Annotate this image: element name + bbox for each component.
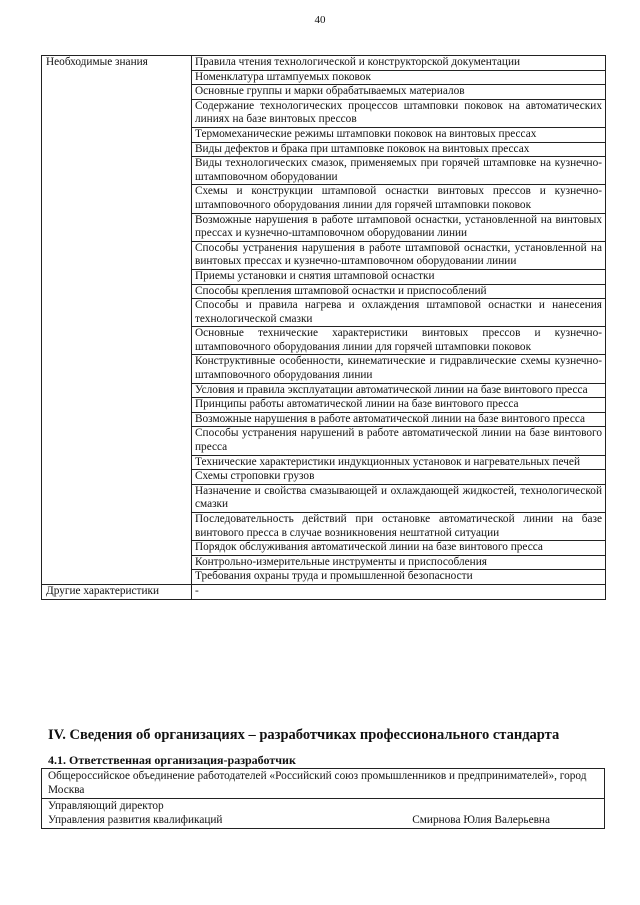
- signatory-position-line1: Управляющий директор: [48, 800, 164, 813]
- knowledge-item: Номенклатура штампуемых поковок: [192, 70, 606, 85]
- knowledge-item: Содержание технологических процессов штамповки поковок на автоматических линиях на базе винтовых прессов: [192, 99, 606, 127]
- knowledge-item: Способы и правила нагрева и охлаждения штамповой оснастки и нанесения технологической смазки: [192, 299, 606, 327]
- knowledge-item: Принципы работы автоматической линии на базе винтового пресса: [192, 398, 606, 413]
- knowledge-item: Схемы строповки грузов: [192, 470, 606, 485]
- other-characteristics-label: Другие характеристики: [42, 584, 192, 599]
- other-characteristics-value: -: [192, 584, 606, 599]
- knowledge-item: Основные технические характеристики винтовых прессов и кузнечно-штамповочного оборудования линии для горячей штамповки поковок: [192, 327, 606, 355]
- table-row: [42, 56, 606, 71]
- knowledge-item: Правила чтения технологической и конструкторской документации: [192, 56, 606, 71]
- knowledge-item: Схемы и конструкции штамповой оснастки винтовых прессов и кузнечно-штамповочного оборудования линии для горячей штамповки поковок: [192, 185, 606, 213]
- knowledge-item: Приемы установки и снятия штамповой оснастки: [192, 269, 606, 284]
- requirements-table: [41, 55, 606, 600]
- knowledge-item: Возможные нарушения в работе штамповой оснастки, установленной на винтовых прессах и кузнечно-штамповочном оборудовании линии: [192, 213, 606, 241]
- knowledge-item: Конструктивные особенности, кинематические и гидравлические схемы кузнечно-штамповочного оборудования линии: [192, 355, 606, 383]
- knowledge-item: Виды дефектов и брака при штамповке поковок на винтовых прессах: [192, 142, 606, 157]
- subsection-title: 4.1. Ответственная организация-разработчик: [48, 753, 296, 767]
- signatory-position-line2: Управления развития квалификаций: [48, 813, 223, 826]
- organization-table: [41, 768, 605, 829]
- requirements-table-body: [42, 56, 606, 600]
- knowledge-item: Способы устранения нарушения в работе штамповой оснастки, установленной на винтовых прессах и кузнечно-штамповочном оборудовании линии: [192, 241, 606, 269]
- signatory-name: Смирнова Юлия Валерьевна: [412, 813, 550, 826]
- knowledge-item: Виды технологических смазок, применяемых при горячей штамповке на кузнечно-штамповочном оборудовании: [192, 157, 606, 185]
- knowledge-label: Необходимые знания: [42, 56, 192, 585]
- section-title: IV. Сведения об организациях – разработчиках профессионального стандарта: [48, 727, 560, 743]
- knowledge-item: Способы устранения нарушений в работе автоматической линии на базе винтового пресса: [192, 427, 606, 455]
- knowledge-item: Основные группы и марки обрабатываемых материалов: [192, 85, 606, 100]
- organization-name: Общероссийское объединение работодателей «Российский союз промышленников и предпринимателей», город Москва: [42, 769, 605, 799]
- signatory-line: [48, 814, 598, 828]
- knowledge-item: Способы крепления штамповой оснастки и приспособлений: [192, 284, 606, 299]
- knowledge-item: Термомеханические режимы штамповки поковок на винтовых прессах: [192, 127, 606, 142]
- knowledge-item: Технические характеристики индукционных установок и нагревательных печей: [192, 455, 606, 470]
- knowledge-item: Требования охраны труда и промышленной безопасности: [192, 570, 606, 585]
- page-number: 40: [314, 14, 326, 26]
- table-row: [42, 584, 606, 599]
- knowledge-item: Последовательность действий при остановке автоматической линии на базе винтового пресса в случае возникновения нештатной ситуации: [192, 513, 606, 541]
- knowledge-item: Порядок обслуживания автоматической линии на базе винтового пресса: [192, 541, 606, 556]
- knowledge-item: Возможные нарушения в работе автоматической линии на базе винтового пресса: [192, 412, 606, 427]
- knowledge-item: Контрольно-измерительные инструменты и приспособления: [192, 555, 606, 570]
- signatory-cell: [42, 799, 605, 829]
- knowledge-item: Назначение и свойства смазывающей и охлаждающей жидкостей, технологической смазки: [192, 484, 606, 512]
- signatory-row: [42, 799, 605, 829]
- knowledge-item: Условия и правила эксплуатации автоматической линии на базе винтового пресса: [192, 383, 606, 398]
- organization-row: [42, 769, 605, 799]
